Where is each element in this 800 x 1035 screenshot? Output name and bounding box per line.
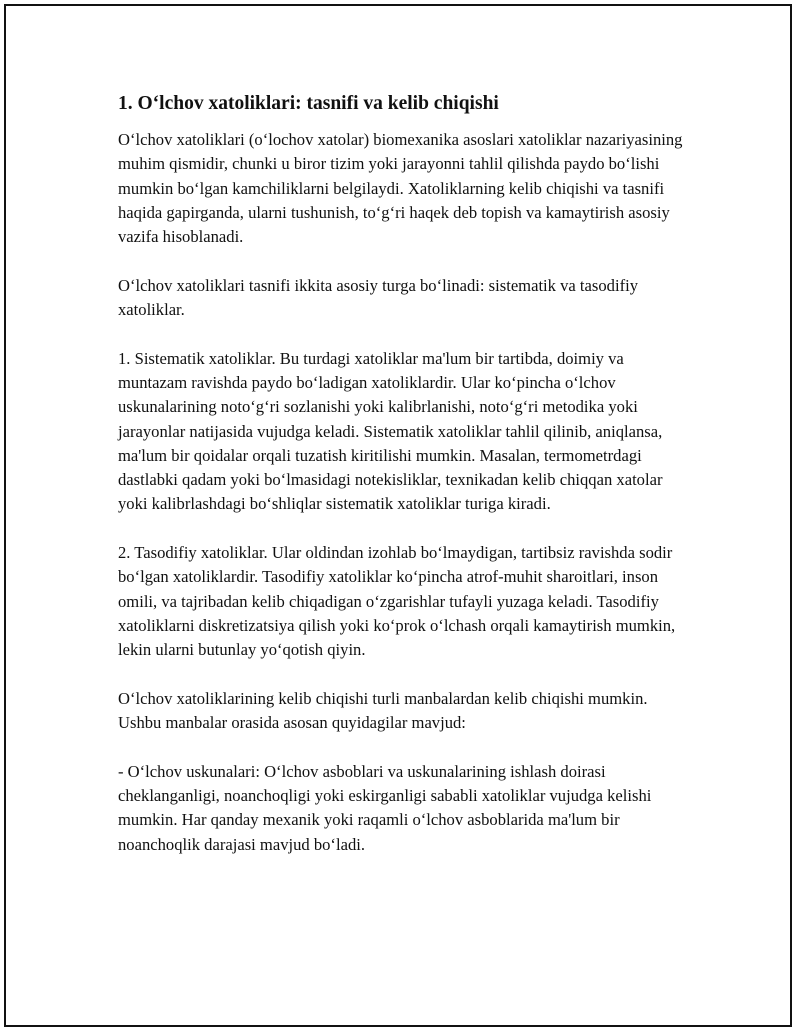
paragraph-classification: Oʻlchov xatoliklari tasnifi ikkita asosiy turga boʻlinadi: sistematik va tasodifiy xatoliklar. [118, 275, 638, 320]
paragraph-intro: Oʻlchov xatoliklari (oʻlochov xatolar) biomexanika asoslari xatoliklar nazariyasining muhim qismidir, chunki u biror tizim yoki jarayonni tahlil qilishda paydo boʻlishi mumkin boʻlgan kamchiliklarni belgilaydi. Xatoliklarning kelib chiqishi va tasnifi haqida gapirganda, ularni tushunish, toʻgʻri haqek deb topish va kamaytirish asosiy vazifa hisoblanadi. [118, 130, 683, 247]
paragraph-error-sources: Oʻlchov xatoliklarining kelib chiqishi turli manbalardan kelib chiqishi mumkin. Ushbu manbalar orasida asosan quyidagilar mavjud: [118, 688, 648, 733]
section-title: 1. Oʻlchov xatoliklari: tasnifi va kelib chiqishi [118, 93, 499, 114]
paragraph-random-errors: 2. Tasodifiy xatoliklar. Ular oldindan izohlab boʻlmaydigan, tartibsiz ravishda sodir boʻlgan xatoliklardir. Tasodifiy xatoliklar koʻpincha atrof-muhit sharoitlari, inson omili, va tajribadan kelib chiqadigan oʻzgarishlar tufayli yuzaga keladi. Tasodifiy xatoliklarni diskretizatsiya qilish yoki koʻprok oʻlchash orqali kamaytirish mumkin, lekin ularni butunlay yoʻqotish qiyin. [118, 543, 676, 660]
document-body [118, 92, 688, 881]
paragraph-systematic-errors: 1. Sistematik xatoliklar. Bu turdagi xatoliklar ma'lum bir tartibda, doimiy va muntazam ravishda paydo boʻladigan xatoliklardir. Ular koʻpincha oʻlchov uskunalarining notoʻgʻri sozlanishi yoki kalibrlanishi, notoʻgʻri metodika yoki jarayonlar natijasida vujudga keladi. Sistematik xatoliklar tahlil qilinib, aniqlansa, ma'lum bir qoidalar orqali tuzatish kiritilishi mumkin. Masalan, termometrdagi dastlabki qadam yoki boʻlmasidagi notekisliklar, texnikadan kelib chiqqan xatolar yoki kalibrlashdagi boʻshliqlar sistematik xatoliklar turiga kiradi. [118, 348, 663, 514]
paragraph-measurement-instruments: - Oʻlchov uskunalari: Oʻlchov asboblari va uskunalarining ishlash doirasi cheklanganligi, noanchoqligi yoki eskirganligi sababli xatoliklar vujudga kelishi mumkin. Har qanday mexanik yoki raqamli oʻlchov asboblarida ma'lum bir noanchoqlik darajasi mavjud boʻladi. [118, 761, 652, 854]
